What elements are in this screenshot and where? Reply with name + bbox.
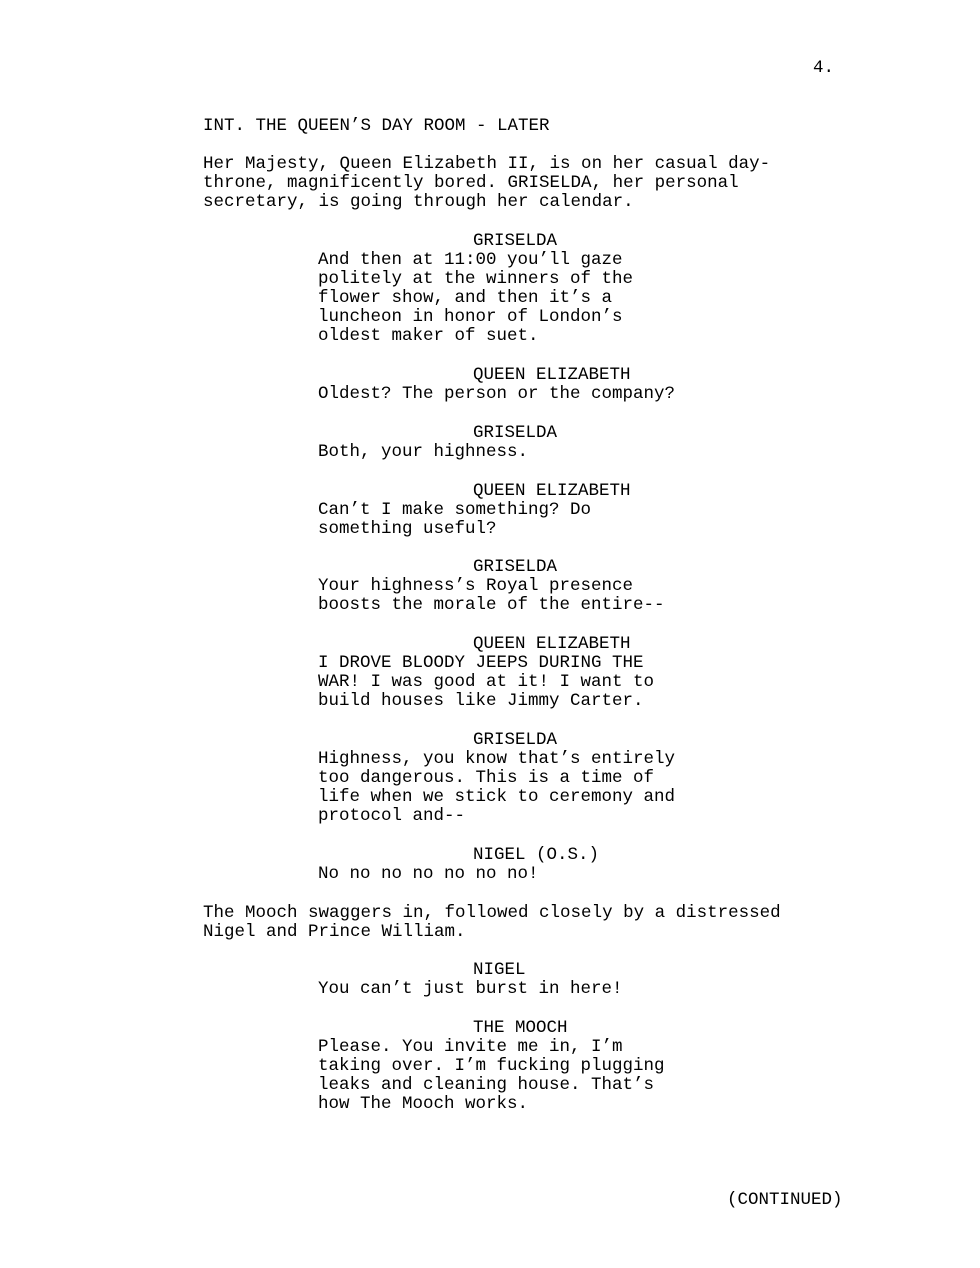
dialogue-line: life when we stick to ceremony and (318, 787, 676, 807)
dialogue-line: Both, your highness. (318, 442, 529, 462)
dialogue-line: politely at the winners of the (318, 269, 634, 289)
character-name: NIGEL (O.S.) (473, 845, 600, 865)
dialogue-line: flower show, and then it’s a (318, 288, 613, 308)
dialogue-line: Your highness’s Royal presence (318, 576, 634, 596)
dialogue-line: oldest maker of suet. (318, 326, 539, 346)
action-line: Nigel and Prince William. (203, 922, 466, 942)
dialogue-line: No no no no no no no! (318, 864, 539, 884)
continued-marker: (CONTINUED) (727, 1190, 843, 1210)
dialogue-line: boosts the morale of the entire-- (318, 595, 665, 615)
character-name: GRISELDA (473, 730, 558, 750)
dialogue-line: build houses like Jimmy Carter. (318, 691, 644, 711)
dialogue-line: I DROVE BLOODY JEEPS DURING THE (318, 653, 644, 673)
character-name: NIGEL (473, 960, 526, 980)
dialogue-line: too dangerous. This is a time of (318, 768, 655, 788)
dialogue-line: leaks and cleaning house. That’s (318, 1075, 655, 1095)
character-name: QUEEN ELIZABETH (473, 634, 631, 654)
action-line: secretary, is going through her calendar. (203, 192, 634, 212)
dialogue-line: Highness, you know that’s entirely (318, 749, 676, 769)
character-name: GRISELDA (473, 423, 558, 443)
character-name: GRISELDA (473, 231, 558, 251)
character-name: QUEEN ELIZABETH (473, 365, 631, 385)
character-name: GRISELDA (473, 557, 558, 577)
character-name: QUEEN ELIZABETH (473, 481, 631, 501)
dialogue-line: how The Mooch works. (318, 1094, 529, 1114)
dialogue-line: Oldest? The person or the company? (318, 384, 676, 404)
dialogue-line: Can’t I make something? Do (318, 500, 592, 520)
character-name: THE MOOCH (473, 1018, 568, 1038)
dialogue-line: protocol and-- (318, 806, 466, 826)
action-line: throne, magnificently bored. GRISELDA, her personal (203, 173, 739, 193)
scene-heading: INT. THE QUEEN’S DAY ROOM - LATER (203, 116, 550, 136)
dialogue-line: taking over. I’m fucking plugging (318, 1056, 665, 1076)
dialogue-line: luncheon in honor of London’s (318, 307, 623, 327)
action-line: Her Majesty, Queen Elizabeth II, is on her casual day- (203, 154, 771, 174)
dialogue-line: You can’t just burst in here! (318, 979, 623, 999)
dialogue-line: And then at 11:00 you’ll gaze (318, 250, 623, 270)
page-number: 4. (813, 58, 835, 78)
dialogue-line: something useful? (318, 519, 497, 539)
dialogue-line: WAR! I was good at it! I want to (318, 672, 655, 692)
dialogue-line: Please. You invite me in, I’m (318, 1037, 623, 1057)
action-line: The Mooch swaggers in, followed closely by a distressed (203, 903, 781, 923)
